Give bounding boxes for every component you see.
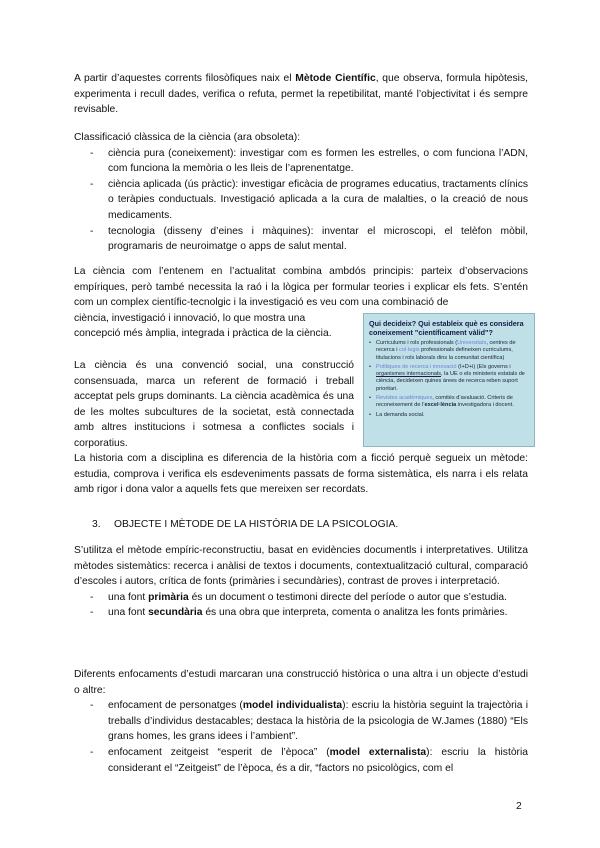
paragraph-ciencia-actual-line: ciència, investigació i innovació, lo que mostra una <box>74 313 306 324</box>
text-run: , comitès d’avaluació. Criteris de reconeixement de l’ <box>376 395 513 409</box>
bold-term: Mètode Científic <box>295 73 376 84</box>
list-item <box>74 698 528 745</box>
classification-list <box>74 146 528 255</box>
infobox-title: Qui decideix? Qui estableix què es considera coneixement "científicament vàlid"? <box>369 319 524 337</box>
paragraph-convencio-social: La ciència és una convenció social, una construcció consensuada, marca un referent de formació i treball acceptat pels grups dominants. La ciència acadèmica és una de les moltes subcultures de la societat, està connectada amb altres institucions i sotmesa a conflictes socials i corporatius. <box>74 360 354 449</box>
highlight-text: Revistes acadèmiques <box>376 395 433 402</box>
highlight-text: Universitats <box>457 340 487 346</box>
metode-block <box>74 543 528 621</box>
paragraph-metode-empiric: S’utilitza el mètode empíric-reconstructiu, basat en evidències documentls i interpretatives. Utilitza mètodes sistemàtics: recerca i anàlisi de textos i documents, contextualització cultural, comparació d’escoles i autors, crítica de fonts (primàries i secundàries), contrast de proves i interpretació. <box>74 545 528 588</box>
underlined-text: organismes internacionals <box>376 371 441 378</box>
text-run: una font <box>108 607 149 619</box>
classification-intro: Classificació clàssica de la ciència (ara obsoleta): <box>74 132 301 143</box>
text-run: investigadora i docent. <box>456 402 514 409</box>
bold-term: model externalista <box>329 746 427 758</box>
paragraph-ciencia-actual: La ciència com l’entenem en l’actualitat combina ambdós principis: parteix d’observacions empíriques, però també necessita la raó i la lògica per formular teories i explicar els fets. S’entén com un complex científic-tecnolgic i la investigació es veu com una combinació de <box>74 266 528 309</box>
infobox-item: • La demanda social. <box>376 412 530 419</box>
text-run: enfocament zeitgeist “esperit de l’època” ( <box>108 746 330 758</box>
heading-text: OBJECTE I MÈTODE DE LA HISTÒRIA DE LA PSICOLOGIA. <box>114 519 399 530</box>
page-number: 2 <box>516 801 522 812</box>
text-run: una font <box>108 591 149 603</box>
list-item: - tecnologia (disseny d’eines i màquines): inventar el microscopi, el telèfon mòbil, programaris de neuroimatge o apps de salut mental. <box>74 224 528 255</box>
text-run: és una obra que interpreta, comenta o analitza les fonts primàries. <box>202 607 508 619</box>
highlight-text: Polítiques de recerca i innovació <box>376 363 457 370</box>
infobox-item <box>376 395 530 410</box>
enfocaments-list <box>74 698 528 776</box>
text-run: A partir d’aquestes corrents filosòfiques naix el <box>74 73 296 84</box>
bold-term: excel·lència <box>424 402 457 409</box>
bold-term: model individualista <box>242 700 343 712</box>
text-run: ): escriu la història seguint la trajectòria i treballs d’individus destacables; destaca la història de la psicologia de W.James (1880) “Els grans homes, les grans idees i l’ambient”. <box>108 700 528 743</box>
enfocaments-block <box>74 667 528 776</box>
text-run: és un document o testimoni directe del període o autor que s’estudia. <box>188 591 507 603</box>
paragraph-enfocaments: Diferents enfocaments d’estudi marcaran una construcció històrica o una altra i un objecte d’estudi o altre: <box>74 669 528 696</box>
heading-number: 3. <box>92 519 101 530</box>
infobox-item <box>376 364 530 393</box>
text-run: professionals defineixen curriculums, titulacions i rols laborals dins la comunitat científica) <box>376 347 513 361</box>
fonts-list <box>74 590 528 621</box>
list-item: - ciència pura (coneixement): investigar com es formen les estrelles, o com funciona l’ADN, com funciona la memòria o les lleis de l’aprenentatge. <box>74 146 528 177</box>
bold-term: primària <box>148 591 189 603</box>
classification-block <box>74 130 528 255</box>
paragraph-ciencia-actual-line: concepció més àmplia, integrada i pràctica de la ciència. <box>74 328 332 339</box>
text-run: , centres de recerca i <box>376 340 516 354</box>
infobox-list <box>364 340 534 419</box>
bold-term: secundària <box>148 607 203 619</box>
paragraph-metode-cientific <box>74 71 528 118</box>
list-item <box>74 590 528 606</box>
infobox-qui-decideix <box>363 313 535 447</box>
list-item: - ciència aplicada (ús pràctic): investigar eficàcia de programes educatius, tractaments clínics o teràpies conductuals. Investigació aplicada a la cura de malalties, o la creació de nous medicaments. <box>74 177 528 224</box>
text-run: (I+D+i) (Els governs i <box>456 363 511 370</box>
section-heading <box>92 517 398 533</box>
text-run: enfocament de personatges ( <box>108 700 243 712</box>
highlight-text: col·legis <box>399 347 420 354</box>
list-item <box>74 605 528 621</box>
text-run: , que observa, formula hipòtesis, experimenta i recull dades, verifica o refuta, permet la repetibilitat, manté l’objectivitat i és sempre revisable. <box>74 73 528 116</box>
text-run: ): escriu la història considerant el “Zeitgeist” de l’època, és a dir, “factors no psicològics, com el <box>108 746 528 774</box>
text-run: Curriculums i rols professionals ( <box>376 340 458 346</box>
list-item <box>74 745 528 776</box>
text-run: , la UE o els ministeris estatals de ciència, decideixen quines àrees de recerca reben suport prioritari. <box>376 371 525 392</box>
infobox-item <box>376 340 530 362</box>
paragraph-historia-disciplina: La historia com a disciplina es diferencia de la història com a ficció perquè segueix un mètode: estudia, comprova i verifica els esdeveniments passats de forma sistemàtica, els narra i els relata amb rigor i dona valor a aquells fets que mereixen ser recordats. <box>74 453 528 496</box>
